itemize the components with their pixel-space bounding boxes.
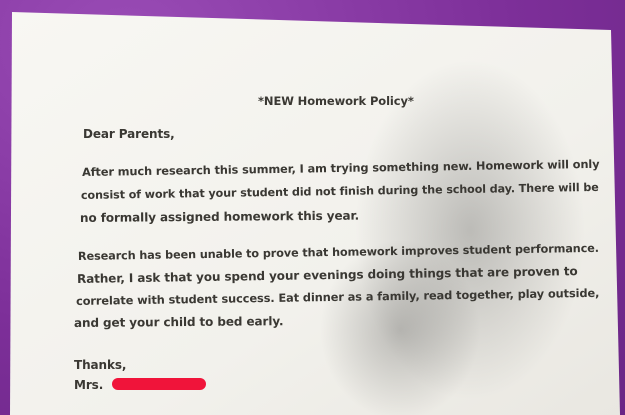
paragraph-2-line: Research has been unable to prove that homework improves student performance. [77, 241, 599, 263]
paragraph-1-line: no formally assigned homework this year. [79, 208, 360, 225]
paragraph-2-line: Rather, I ask that you spend your evenings doing things that are proven to [76, 264, 578, 286]
paragraph-1-line: After much research this summer, I am trying something new. Homework will only [81, 156, 600, 179]
letter-greeting: Dear Parents, [83, 127, 175, 141]
signature-prefix: Mrs. [74, 378, 104, 392]
letter-title: *NEW Homework Policy* [258, 94, 414, 108]
paragraph-1-line: consist of work that your student did not finish during the school day. There will be [80, 180, 599, 202]
paragraph-2-line: and get your child to bed early. [73, 314, 284, 330]
paragraph-2-line: correlate with student success. Eat dinner as a family, read together, play outside, [75, 285, 600, 308]
redaction-mark [112, 378, 206, 390]
letter-closing: Thanks, [74, 358, 127, 372]
